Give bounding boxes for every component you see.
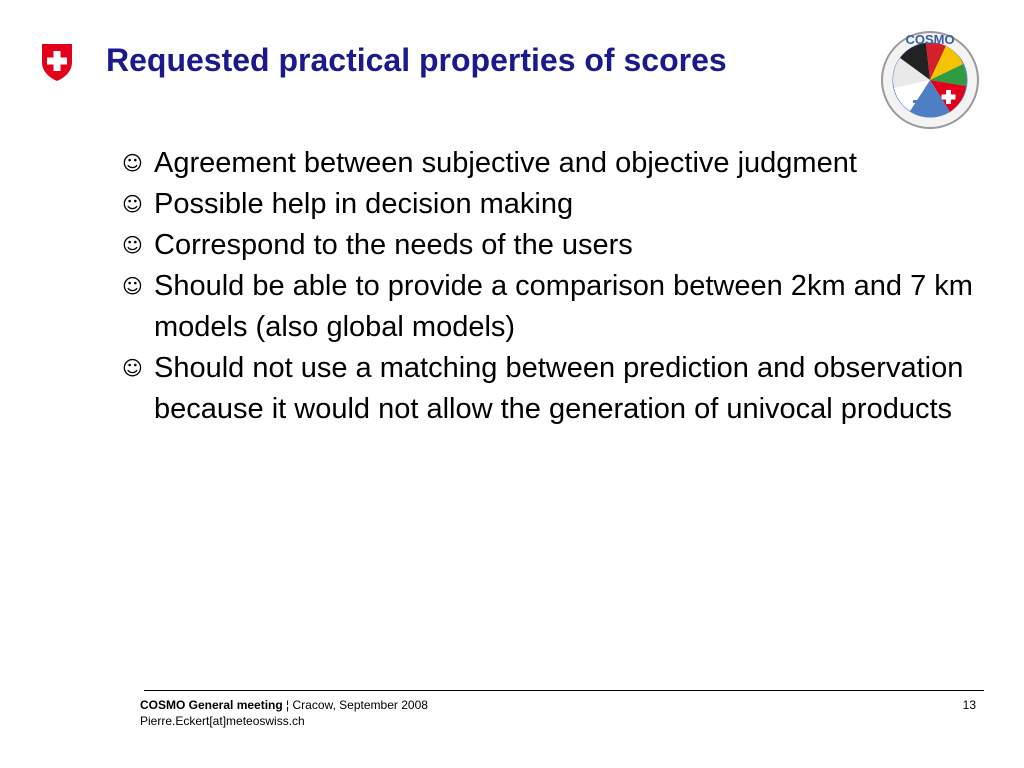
footer-divider [144,690,984,691]
bullet-item [120,184,990,225]
cosmo-logo-text: COSMO [905,32,955,47]
footer-separator: ¦ [282,698,293,712]
bullet-text: Agreement between subjective and objective judgment [154,147,857,179]
bullet-item [120,348,990,430]
smiley-bullet-icon: ☺ [122,151,143,175]
smiley-bullet-icon: ☺ [122,274,143,298]
footer-email: Pierre.Eckert[at]meteoswiss.ch [140,714,305,728]
bullet-item [120,143,990,184]
bullet-text: Should not use a matching between prediction and observation because it would not allow the generation of univocal products [154,352,964,425]
slide-title: Requested practical properties of scores [106,42,727,78]
swiss-shield-icon [40,42,74,82]
footer-meeting-label: COSMO General meeting [140,698,283,712]
cosmo-logo-icon [880,30,980,130]
footer-info [140,697,428,729]
footer-meeting-line [140,697,428,713]
bullet-text: Possible help in decision making [154,188,574,220]
bullet-item [120,266,990,348]
bullet-list [120,143,990,430]
bullet-text: Should be able to provide a comparison between 2km and 7 km models (also global models) [154,270,973,343]
smiley-bullet-icon: ☺ [122,233,143,257]
smiley-bullet-icon: ☺ [122,356,143,380]
bullet-text: Correspond to the needs of the users [154,229,633,261]
smiley-bullet-icon: ☺ [122,192,143,216]
page-number: 13 [962,698,976,712]
bullet-item [120,225,990,266]
footer-location-date: Cracow, September 2008 [292,698,428,712]
